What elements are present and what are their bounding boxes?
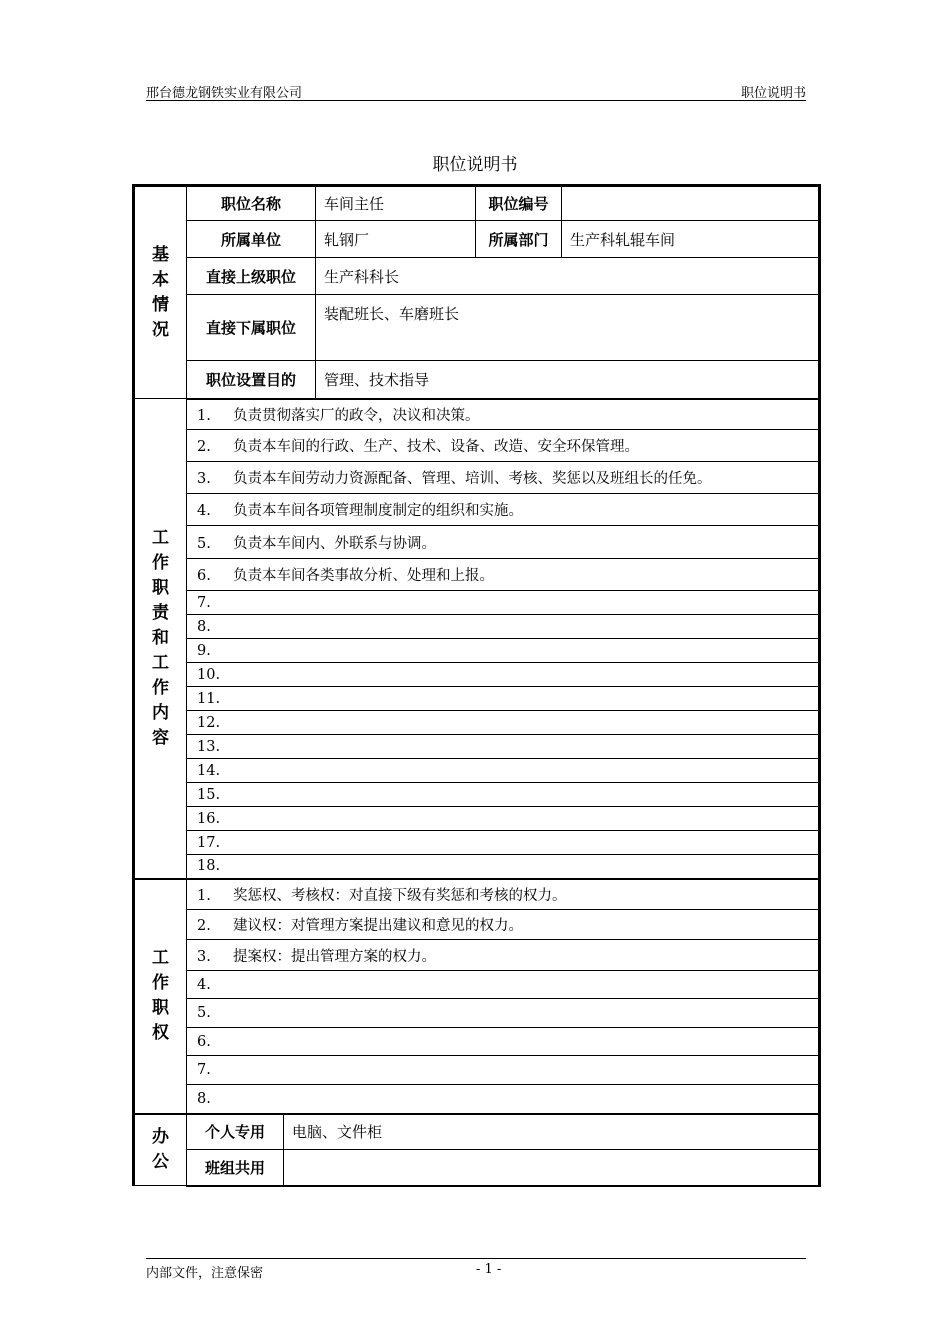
basic-section-label: 基 本 情 况: [134, 186, 187, 399]
authority-item: 6.: [187, 1028, 820, 1056]
duty-item: 13.: [187, 735, 820, 759]
duty-item: 9.: [187, 639, 820, 663]
duty-item: 7.: [187, 591, 820, 615]
duty-item: 1. 负责贯彻落实厂的政令，决议和决策。: [187, 399, 820, 430]
duty-item: 6. 负责本车间各类事故分析、处理和上报。: [187, 559, 820, 591]
duty-item: 11.: [187, 687, 820, 711]
duty-item: 2. 负责本车间的行政、生产、技术、设备、改造、安全环保管理。: [187, 430, 820, 462]
subordinate-value: 装配班长、车磨班长: [316, 295, 820, 361]
page-number: - 1 -: [476, 1262, 502, 1277]
shared-use-value: [284, 1150, 820, 1186]
page-header: [146, 82, 806, 101]
personal-use-label: 个人专用: [187, 1114, 284, 1150]
authority-item: 4.: [187, 971, 820, 999]
header-doc-type: 职位说明书: [740, 86, 806, 101]
duty-item: 17.: [187, 831, 820, 855]
page-footer: [146, 1258, 806, 1281]
duty-item: 4. 负责本车间各项管理制度制定的组织和实施。: [187, 494, 820, 526]
office-section-label: 办 公: [134, 1114, 187, 1186]
duty-item: 3. 负责本车间劳动力资源配备、管理、培训、考核、奖惩以及班组长的任免。: [187, 462, 820, 494]
job-description-table: [132, 184, 821, 1187]
position-name-label: 职位名称: [187, 186, 316, 221]
duties-section-label: 工 作 职 责 和 工 作 内 容: [134, 399, 187, 879]
authority-item: 1. 奖惩权、考核权：对直接下级有奖惩和考核的权力。: [187, 879, 820, 910]
duty-item: 18.: [187, 855, 820, 879]
duty-item: 8.: [187, 615, 820, 639]
authority-item: 3. 提案权：提出管理方案的权力。: [187, 940, 820, 971]
personal-use-value: 电脑、文件柜: [284, 1114, 820, 1150]
unit-label: 所属单位: [187, 221, 316, 258]
company-name: 邢台德龙钢铁实业有限公司: [146, 86, 303, 101]
subordinate-label: 直接下属职位: [187, 295, 316, 361]
position-name-value: 车间主任: [316, 186, 476, 221]
purpose-label: 职位设置目的: [187, 361, 316, 399]
document-title: 职位说明书: [432, 155, 518, 175]
duty-item: 15.: [187, 783, 820, 807]
position-no-value: [562, 186, 820, 221]
superior-value: 生产科科长: [316, 258, 820, 295]
duty-item: 10.: [187, 663, 820, 687]
shared-use-label: 班组共用: [187, 1150, 284, 1186]
authority-item: 7.: [187, 1056, 820, 1085]
duty-item: 12.: [187, 711, 820, 735]
dept-value: 生产科轧辊车间: [562, 221, 820, 258]
authority-section-label: 工 作 职 权: [134, 879, 187, 1114]
duty-item: 14.: [187, 759, 820, 783]
authority-item: 5.: [187, 999, 820, 1028]
dept-label: 所属部门: [476, 221, 562, 258]
authority-item: 8.: [187, 1085, 820, 1114]
authority-item: 2. 建议权：对管理方案提出建议和意见的权力。: [187, 910, 820, 940]
duty-item: 5. 负责本车间内、外联系与协调。: [187, 526, 820, 559]
confidential-note: 内部文件，注意保密: [146, 1266, 264, 1281]
unit-value: 轧钢厂: [316, 221, 476, 258]
duty-item: 16.: [187, 807, 820, 831]
superior-label: 直接上级职位: [187, 258, 316, 295]
purpose-value: 管理、技术指导: [316, 361, 820, 399]
position-no-label: 职位编号: [476, 186, 562, 221]
